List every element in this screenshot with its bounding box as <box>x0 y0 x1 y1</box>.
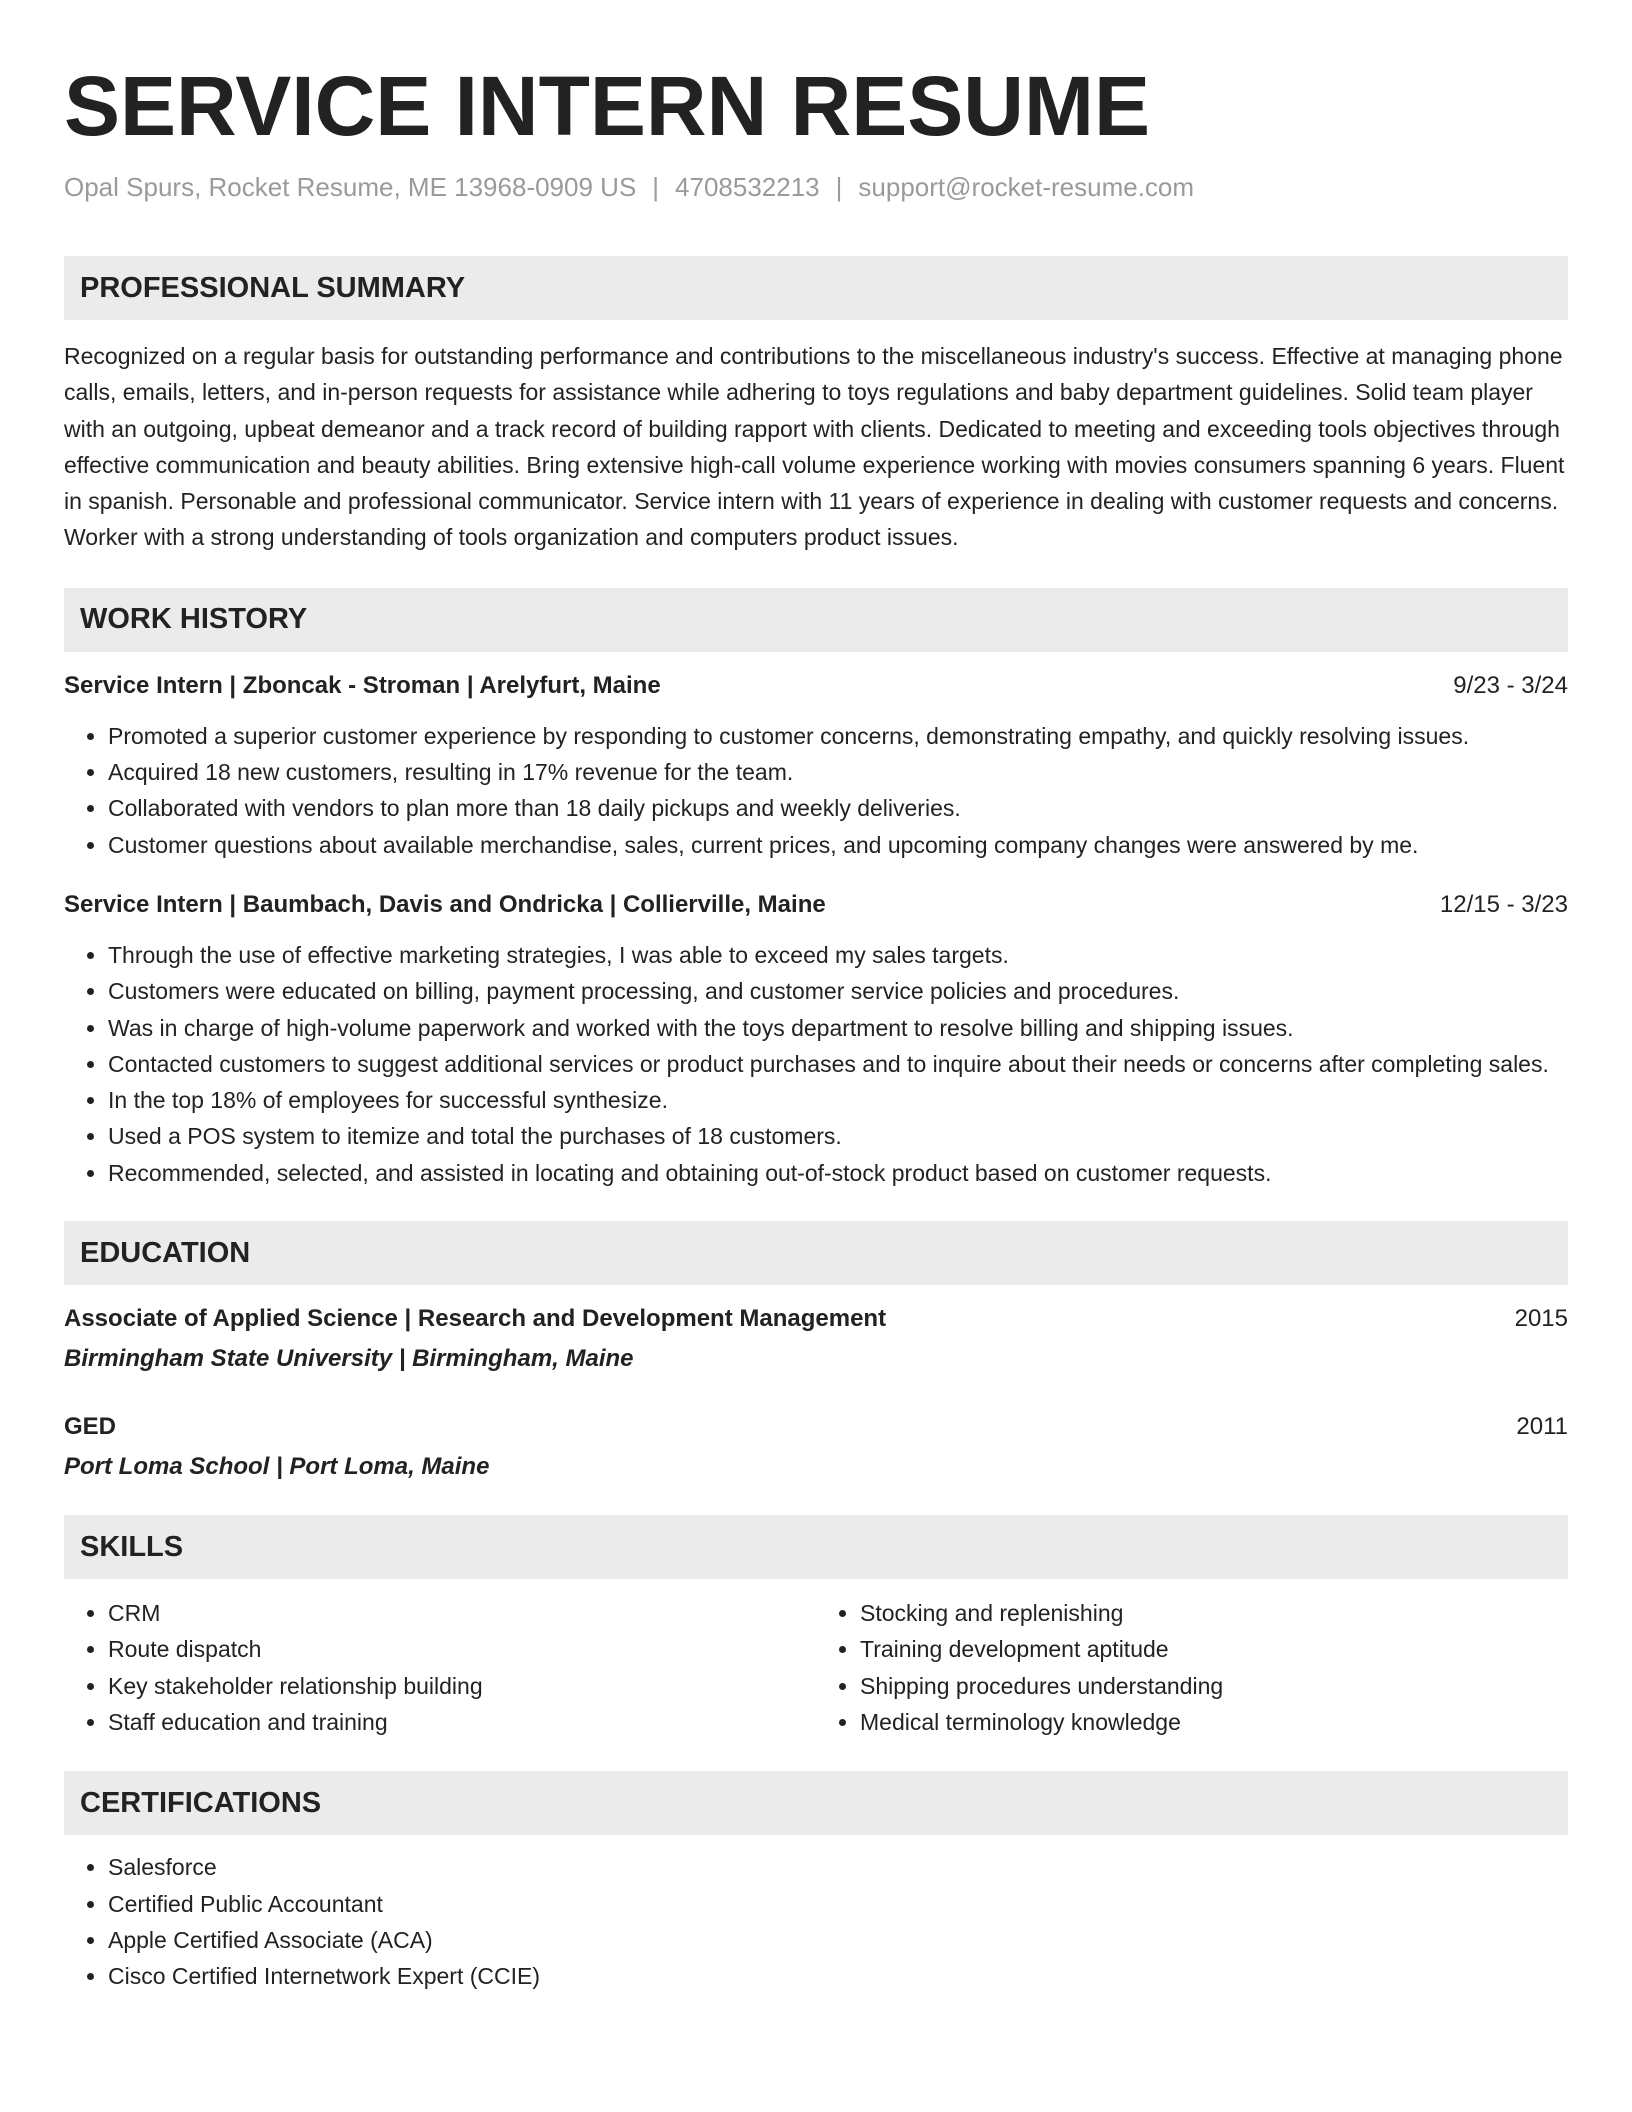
skills-column-right <box>816 1595 1568 1740</box>
job-bullet: • Through the use of effective marketing strategies, I was able to exceed my sales targets. <box>108 937 1568 973</box>
education-school: Birmingham State University | Birmingham, Maine <box>64 1345 634 1373</box>
job-bullet: • Was in charge of high-volume paperwork and worked with the toys department to resolve billing and shipping issues. <box>108 1010 1568 1046</box>
contact-line <box>64 170 1568 204</box>
skills-grid <box>64 1595 1568 1740</box>
certification-item: • Apple Certified Associate (ACA) <box>108 1922 1568 1958</box>
education-year: 2011 <box>1516 1413 1568 1441</box>
resume-title: SERVICE INTERN RESUME <box>64 59 1150 153</box>
contact-phone: 4708532213 <box>675 172 820 202</box>
certification-item: • Cisco Certified Internetwork Expert (CCIE) <box>108 1958 1568 1994</box>
job-bullet: • Used a POS system to itemize and total the purchases of 18 customers. <box>108 1118 1568 1154</box>
contact-separator: | <box>652 172 660 202</box>
skill-item: • Key stakeholder relationship building <box>108 1668 816 1704</box>
skill-item: • Shipping procedures understanding <box>860 1668 1568 1704</box>
job-entry <box>64 887 1568 1191</box>
section-heading-summary: PROFESSIONAL SUMMARY <box>64 256 1568 320</box>
job-bullet: • Customer questions about available merchandise, sales, current prices, and upcoming company changes were answered by me. <box>108 827 1568 863</box>
job-bullet: • Promoted a superior customer experience by responding to customer concerns, demonstrating empathy, and quickly resolving issues. <box>108 718 1568 754</box>
education-entry <box>64 1301 1568 1377</box>
section-heading-education: EDUCATION <box>64 1221 1568 1285</box>
education-degree: Associate of Applied Science | Research and Development Management <box>64 1305 887 1333</box>
section-heading-work-history: WORK HISTORY <box>64 588 1568 652</box>
skill-item: • Stocking and replenishing <box>860 1595 1568 1631</box>
skill-item: • CRM <box>108 1595 816 1631</box>
job-bullet: • Acquired 18 new customers, resulting in 17% revenue for the team. <box>108 754 1568 790</box>
education-entry <box>64 1409 1568 1485</box>
job-bullet: • Customers were educated on billing, payment processing, and customer service policies and procedures. <box>108 973 1568 1009</box>
job-header <box>64 668 1568 704</box>
section-heading-certifications: CERTIFICATIONS <box>64 1771 1568 1835</box>
skill-item: • Training development aptitude <box>860 1631 1568 1667</box>
contact-email: support@rocket-resume.com <box>858 172 1195 202</box>
certification-item: • Salesforce <box>108 1849 1568 1885</box>
job-bullet: • Collaborated with vendors to plan more than 18 daily pickups and weekly deliveries. <box>108 790 1568 826</box>
resume-page <box>64 0 1568 1994</box>
skill-item: • Staff education and training <box>108 1704 816 1740</box>
skills-column-left <box>64 1595 816 1740</box>
summary-text: Recognized on a regular basis for outstanding performance and contributions to the miscellaneous industry's success. Effective at managing phone calls, emails, letters, and in-person requests for assistance while adhering to toys regulations and baby department guidelines. Solid team player with an outgoing, upbeat demeanor and a track record of building rapport with clients. Dedicated to meeting and exceeding tools objectives through effective communication and beauty abilities. Bring extensive high-call volume experience working with movies consumers spanning 6 years. Fluent in spanish. Personable and professional communicator. Service intern with 11 years of experience in dealing with customer requests and concerns. Worker with a strong understanding of tools organization and computers product issues. <box>64 343 1565 551</box>
education-degree: GED <box>64 1413 117 1441</box>
job-bullets <box>64 937 1568 1191</box>
job-bullets <box>64 718 1568 863</box>
job-title: Service Intern | Baumbach, Davis and Ondricka | Collierville, Maine <box>64 890 826 918</box>
section-heading-skills: SKILLS <box>64 1515 1568 1579</box>
job-entry <box>64 668 1568 863</box>
job-dates: 9/23 - 3/24 <box>1453 671 1568 699</box>
job-header <box>64 887 1568 923</box>
job-bullet: • Contacted customers to suggest additional services or product purchases and to inquire about their needs or concerns after completing sales. <box>108 1046 1568 1082</box>
education-year: 2015 <box>1514 1305 1568 1333</box>
education-header <box>64 1409 1568 1445</box>
job-bullet: • Recommended, selected, and assisted in locating and obtaining out-of-stock product based on customer requests. <box>108 1155 1568 1191</box>
skill-item: • Medical terminology knowledge <box>860 1704 1568 1740</box>
education-header <box>64 1301 1568 1337</box>
certification-item: • Certified Public Accountant <box>108 1886 1568 1922</box>
job-dates: 12/15 - 3/23 <box>1439 890 1568 918</box>
education-school: Port Loma School | Port Loma, Maine <box>64 1453 490 1481</box>
contact-address: Opal Spurs, Rocket Resume, ME 13968-0909 US <box>64 172 637 202</box>
certifications-list <box>64 1849 1568 1994</box>
contact-separator: | <box>835 172 843 202</box>
job-title: Service Intern | Zboncak - Stroman | Arelyfurt, Maine <box>64 671 661 699</box>
skill-item: • Route dispatch <box>108 1631 816 1667</box>
job-bullet: • In the top 18% of employees for successful synthesize. <box>108 1082 1568 1118</box>
